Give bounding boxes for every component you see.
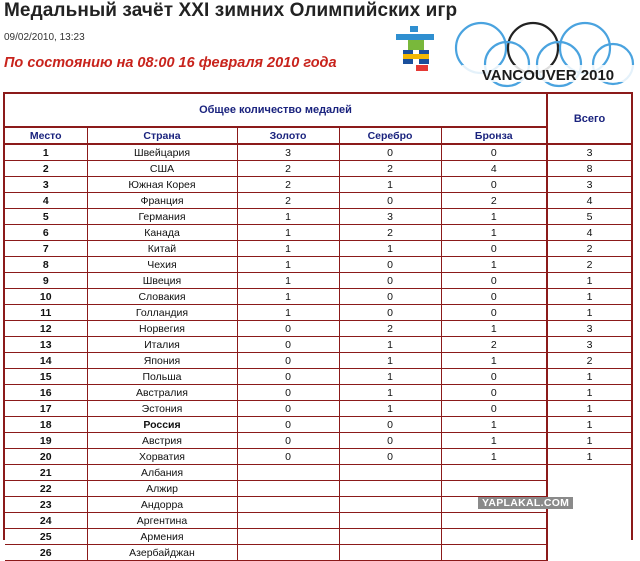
bronze-cell: 1 — [441, 433, 547, 449]
total-cell — [547, 529, 631, 545]
place-cell: 26 — [5, 545, 87, 561]
place-cell: 7 — [5, 241, 87, 257]
silver-cell: 0 — [339, 305, 441, 321]
gold-cell: 0 — [237, 321, 339, 337]
place-cell: 9 — [5, 273, 87, 289]
silver-cell: 0 — [339, 193, 441, 209]
country-cell: Алжир — [87, 481, 237, 497]
bronze-cell — [441, 513, 547, 529]
place-cell: 18 — [5, 417, 87, 433]
bronze-cell: 2 — [441, 337, 547, 353]
country-cell: Норвегия — [87, 321, 237, 337]
bronze-cell: 1 — [441, 209, 547, 225]
silver-cell: 2 — [339, 161, 441, 177]
country-cell: Германия — [87, 209, 237, 225]
place-cell: 5 — [5, 209, 87, 225]
table-row — [5, 321, 631, 337]
total-cell: 1 — [547, 289, 631, 305]
status-line: По состоянию на 08:00 16 февраля 2010 года — [4, 55, 337, 71]
bronze-cell — [441, 529, 547, 545]
total-cell: 1 — [547, 417, 631, 433]
silver-cell: 1 — [339, 369, 441, 385]
table-row — [5, 209, 631, 225]
total-cell: 3 — [547, 144, 631, 161]
silver-cell — [339, 545, 441, 561]
silver-cell: 0 — [339, 289, 441, 305]
medal-table — [3, 92, 633, 559]
total-cell: 3 — [547, 177, 631, 193]
country-cell: Россия — [87, 417, 237, 433]
bronze-cell: 1 — [441, 321, 547, 337]
silver-cell: 0 — [339, 144, 441, 161]
gold-cell — [237, 497, 339, 513]
silver-cell: 2 — [339, 225, 441, 241]
table-row — [5, 193, 631, 209]
gold-cell: 1 — [237, 225, 339, 241]
place-cell: 2 — [5, 161, 87, 177]
inukshuk-icon — [396, 26, 434, 71]
country-cell: Албания — [87, 465, 237, 481]
group-header: Общее количество медалей — [199, 104, 352, 116]
silver-cell — [339, 529, 441, 545]
country-cell: Швейцария — [87, 144, 237, 161]
gold-cell: 1 — [237, 289, 339, 305]
country-cell: Австралия — [87, 385, 237, 401]
place-cell: 14 — [5, 353, 87, 369]
bronze-cell: 0 — [441, 305, 547, 321]
watermark: YAPLAKAL.COM — [478, 497, 573, 509]
gold-cell: 0 — [237, 353, 339, 369]
gold-cell: 1 — [237, 273, 339, 289]
gold-cell: 1 — [237, 209, 339, 225]
bronze-cell: 0 — [441, 177, 547, 193]
country-cell: Чехия — [87, 257, 237, 273]
total-cell: 5 — [547, 209, 631, 225]
silver-cell — [339, 481, 441, 497]
country-cell: Австрия — [87, 433, 237, 449]
place-cell: 10 — [5, 289, 87, 305]
total-cell: 1 — [547, 273, 631, 289]
bronze-cell: 1 — [441, 225, 547, 241]
gold-cell: 1 — [237, 241, 339, 257]
place-cell: 23 — [5, 497, 87, 513]
country-cell: США — [87, 161, 237, 177]
country-cell: Китай — [87, 241, 237, 257]
gold-cell — [237, 513, 339, 529]
gold-cell — [237, 545, 339, 561]
country-cell: Андорра — [87, 497, 237, 513]
gold-cell: 0 — [237, 401, 339, 417]
silver-cell: 1 — [339, 385, 441, 401]
country-cell: Канада — [87, 225, 237, 241]
total-cell: 1 — [547, 385, 631, 401]
place-cell: 24 — [5, 513, 87, 529]
place-cell: 13 — [5, 337, 87, 353]
country-cell: Швеция — [87, 273, 237, 289]
table-row — [5, 481, 631, 497]
total-cell: 1 — [547, 449, 631, 465]
country-cell: Южная Корея — [87, 177, 237, 193]
country-cell: Япония — [87, 353, 237, 369]
country-cell: Хорватия — [87, 449, 237, 465]
table-row — [5, 433, 631, 449]
country-cell: Польша — [87, 369, 237, 385]
table-row — [5, 513, 631, 529]
gold-cell: 0 — [237, 337, 339, 353]
place-cell: 22 — [5, 481, 87, 497]
place-cell: 17 — [5, 401, 87, 417]
gold-cell — [237, 481, 339, 497]
table-row — [5, 401, 631, 417]
gold-cell: 3 — [237, 144, 339, 161]
bronze-cell: 1 — [441, 449, 547, 465]
country-cell: Италия — [87, 337, 237, 353]
place-cell: 21 — [5, 465, 87, 481]
silver-cell: 1 — [339, 241, 441, 257]
bronze-cell — [441, 545, 547, 561]
column-country: Страна — [87, 127, 237, 144]
total-cell: 1 — [547, 401, 631, 417]
table-row — [5, 369, 631, 385]
place-cell: 20 — [5, 449, 87, 465]
bronze-cell: 1 — [441, 353, 547, 369]
total-cell — [547, 481, 631, 497]
bronze-cell — [441, 465, 547, 481]
gold-cell: 0 — [237, 433, 339, 449]
total-cell: 8 — [547, 161, 631, 177]
silver-cell: 0 — [339, 257, 441, 273]
country-cell: Эстония — [87, 401, 237, 417]
table-row — [5, 449, 631, 465]
gold-cell: 1 — [237, 305, 339, 321]
place-cell: 12 — [5, 321, 87, 337]
gold-cell — [237, 465, 339, 481]
silver-cell: 1 — [339, 401, 441, 417]
table-row — [5, 417, 631, 433]
gold-cell: 2 — [237, 193, 339, 209]
table-row — [5, 465, 631, 481]
table-row — [5, 161, 631, 177]
total-cell: 3 — [547, 337, 631, 353]
table-row — [5, 241, 631, 257]
table-row — [5, 305, 631, 321]
bronze-cell: 1 — [441, 417, 547, 433]
total-cell — [547, 545, 631, 561]
country-cell: Франция — [87, 193, 237, 209]
total-cell: 2 — [547, 257, 631, 273]
total-cell: 4 — [547, 193, 631, 209]
column-bronze: Бронза — [441, 127, 547, 144]
silver-cell: 0 — [339, 417, 441, 433]
country-cell: Аргентина — [87, 513, 237, 529]
total-cell: 1 — [547, 369, 631, 385]
place-cell: 8 — [5, 257, 87, 273]
gold-cell: 0 — [237, 417, 339, 433]
logo-text: VANCOUVER 2010 — [481, 67, 615, 84]
place-cell: 19 — [5, 433, 87, 449]
bronze-cell: 0 — [441, 385, 547, 401]
gold-cell: 0 — [237, 449, 339, 465]
bronze-cell: 0 — [441, 401, 547, 417]
silver-cell: 0 — [339, 273, 441, 289]
total-cell: 4 — [547, 225, 631, 241]
bronze-cell: 0 — [441, 369, 547, 385]
bronze-cell: 0 — [441, 144, 547, 161]
timestamp: 09/02/2010, 13:23 — [4, 32, 85, 43]
bronze-cell — [441, 481, 547, 497]
silver-cell: 0 — [339, 449, 441, 465]
place-cell: 3 — [5, 177, 87, 193]
total-header: Всего — [547, 94, 631, 144]
silver-cell — [339, 465, 441, 481]
silver-cell: 0 — [339, 433, 441, 449]
column-silver: Серебро — [339, 127, 441, 144]
silver-cell — [339, 513, 441, 529]
place-cell: 6 — [5, 225, 87, 241]
bronze-cell: 0 — [441, 241, 547, 257]
vancouver-2010-logo — [388, 18, 638, 94]
total-cell: 2 — [547, 241, 631, 257]
column-place: Место — [5, 127, 87, 144]
total-cell: 3 — [547, 321, 631, 337]
silver-cell — [339, 497, 441, 513]
gold-cell: 0 — [237, 385, 339, 401]
table-row — [5, 385, 631, 401]
silver-cell: 3 — [339, 209, 441, 225]
total-cell — [547, 465, 631, 481]
table-row — [5, 289, 631, 305]
country-cell: Голландия — [87, 305, 237, 321]
place-cell: 25 — [5, 529, 87, 545]
country-cell: Армения — [87, 529, 237, 545]
table-row — [5, 353, 631, 369]
column-gold: Золото — [237, 127, 339, 144]
table-row — [5, 529, 631, 545]
country-cell: Азербайджан — [87, 545, 237, 561]
silver-cell: 2 — [339, 321, 441, 337]
place-cell: 11 — [5, 305, 87, 321]
gold-cell: 0 — [237, 369, 339, 385]
bronze-cell: 0 — [441, 273, 547, 289]
bronze-cell: 1 — [441, 257, 547, 273]
place-cell: 16 — [5, 385, 87, 401]
table-row — [5, 337, 631, 353]
table-row — [5, 257, 631, 273]
table-row — [5, 273, 631, 289]
place-cell: 1 — [5, 144, 87, 161]
gold-cell: 2 — [237, 161, 339, 177]
silver-cell: 1 — [339, 177, 441, 193]
bronze-cell: 4 — [441, 161, 547, 177]
total-cell — [547, 513, 631, 529]
total-cell: 1 — [547, 433, 631, 449]
table-row — [5, 545, 631, 561]
silver-cell: 1 — [339, 337, 441, 353]
gold-cell — [237, 529, 339, 545]
country-cell: Словакия — [87, 289, 237, 305]
place-cell: 4 — [5, 193, 87, 209]
bronze-cell: 0 — [441, 289, 547, 305]
total-cell: 2 — [547, 353, 631, 369]
gold-cell: 1 — [237, 257, 339, 273]
page-title: Медальный зачёт XXI зимних Олимпийских игр — [4, 0, 458, 21]
table-row — [5, 144, 631, 161]
silver-cell: 1 — [339, 353, 441, 369]
table-row — [5, 225, 631, 241]
place-cell: 15 — [5, 369, 87, 385]
table-row — [5, 177, 631, 193]
gold-cell: 2 — [237, 177, 339, 193]
bronze-cell: 2 — [441, 193, 547, 209]
total-cell: 1 — [547, 305, 631, 321]
